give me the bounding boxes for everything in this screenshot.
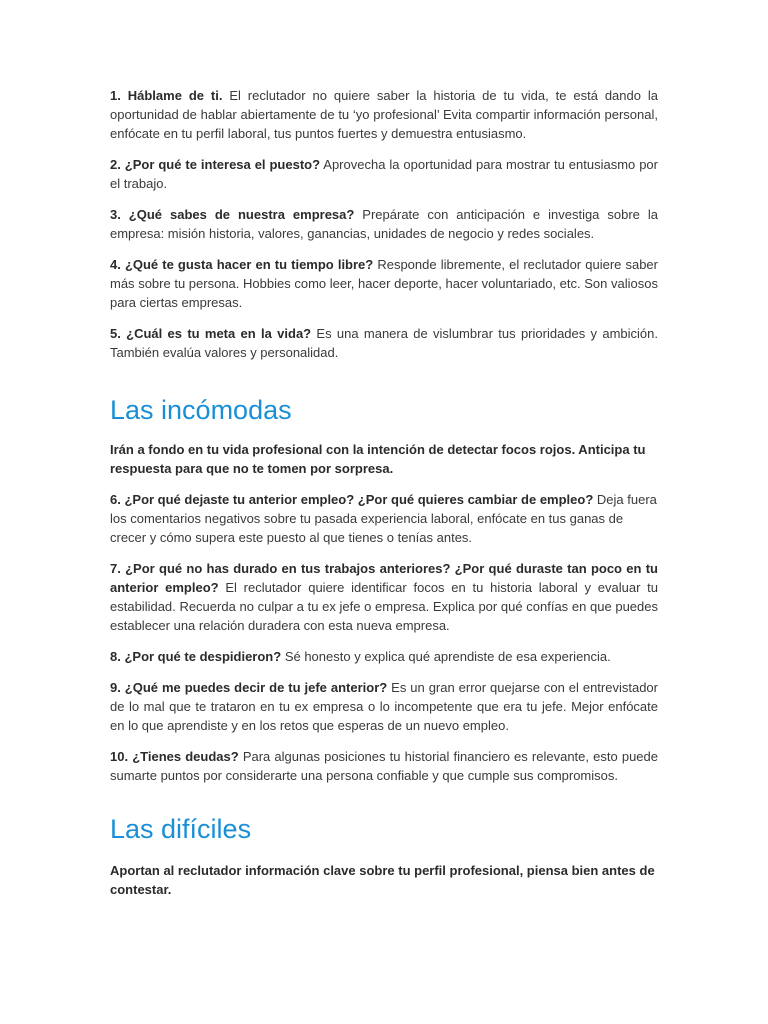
question-text: 10. ¿Tienes deudas? bbox=[110, 749, 239, 764]
question-item bbox=[110, 255, 658, 312]
answer-text: Deja fuera los comentarios negativos sobre tu pasada experiencia laboral, enfócate en tus ganas de crecer y cómo supera este puesto al que tienes o tenías antes. bbox=[110, 492, 657, 545]
section-intro: Irán a fondo en tu vida profesional con la intención de detectar focos rojos. Anticipa tu respuesta para que no te tomen por sorpresa. bbox=[110, 442, 646, 476]
answer-text: El reclutador quiere identificar focos en tu historia laboral y evaluar tu estabilidad. Recuerda no culpar a tu ex jefe o empresa. Explica por qué confías en que puedes establecer una relación duradera con esta nueva empresa. bbox=[110, 580, 658, 633]
question-text: 2. ¿Por qué te interesa el puesto? bbox=[110, 157, 321, 172]
question-item bbox=[110, 559, 658, 635]
answer-text: Sé honesto y explica qué aprendiste de esa experiencia. bbox=[281, 649, 611, 664]
question-text: 1. Háblame de ti. bbox=[110, 88, 223, 103]
answer-text: Para algunas posiciones tu historial financiero es relevante, esto puede sumarte puntos por considerarte una persona confiable y que cumple sus compromisos. bbox=[110, 749, 658, 783]
article-body bbox=[110, 86, 658, 911]
question-text: 3. ¿Qué sabes de nuestra empresa? bbox=[110, 207, 355, 222]
section-intro: Aportan al reclutador información clave sobre tu perfil profesional, piensa bien antes de contestar. bbox=[110, 863, 655, 897]
question-item bbox=[110, 747, 658, 785]
answer-text: Responde libremente, el reclutador quiere saber más sobre tu persona. Hobbies como leer, hacer deporte, hacer voluntariado, etc. Son valiosos para ciertas empresas. bbox=[110, 257, 658, 310]
section-heading-incomodas: Las incómodas bbox=[110, 395, 292, 425]
question-text: 6. ¿Por qué dejaste tu anterior empleo? ¿Por qué quieres cambiar de empleo? bbox=[110, 492, 594, 507]
question-item bbox=[110, 205, 658, 243]
question-item bbox=[110, 86, 658, 143]
question-item bbox=[110, 678, 658, 735]
answer-text: Aprovecha la oportunidad para mostrar tu entusiasmo por el trabajo. bbox=[110, 157, 658, 191]
question-item bbox=[110, 324, 658, 362]
question-text: 8. ¿Por qué te despidieron? bbox=[110, 649, 282, 664]
answer-text: Es un gran error quejarse con el entrevistador de lo mal que te trataron en tu ex empresa o lo incompetente que era tu jefe. Mejor enfócate en lo que aprendiste y en los retos que esperas de un nuevo empleo. bbox=[110, 680, 658, 733]
question-text: 9. ¿Qué me puedes decir de tu jefe anterior? bbox=[110, 680, 388, 695]
question-item bbox=[110, 647, 658, 666]
question-text: 7. ¿Por qué no has durado en tus trabajos anteriores? ¿Por qué duraste tan poco en tu anterior empleo? bbox=[110, 561, 658, 595]
answer-text: Prepárate con anticipación e investiga sobre la empresa: misión historia, valores, ganancias, unidades de negocio y redes sociales. bbox=[110, 207, 658, 241]
answer-text: Es una manera de vislumbrar tus prioridades y ambición. También evalúa valores y personalidad. bbox=[110, 326, 658, 360]
question-item bbox=[110, 490, 658, 547]
section-heading-dificiles: Las difíciles bbox=[110, 814, 252, 844]
answer-text: El reclutador no quiere saber la historia de tu vida, te está dando la oportunidad de hablar abiertamente de tu ‘yo profesional’ Evita compartir información personal, enfócate en tu perfil laboral, tus puntos fuertes y demuestra entusiasmo. bbox=[110, 88, 658, 141]
question-item bbox=[110, 155, 658, 193]
question-text: 5. ¿Cuál es tu meta en la vida? bbox=[110, 326, 312, 341]
question-text: 4. ¿Qué te gusta hacer en tu tiempo libre? bbox=[110, 257, 374, 272]
